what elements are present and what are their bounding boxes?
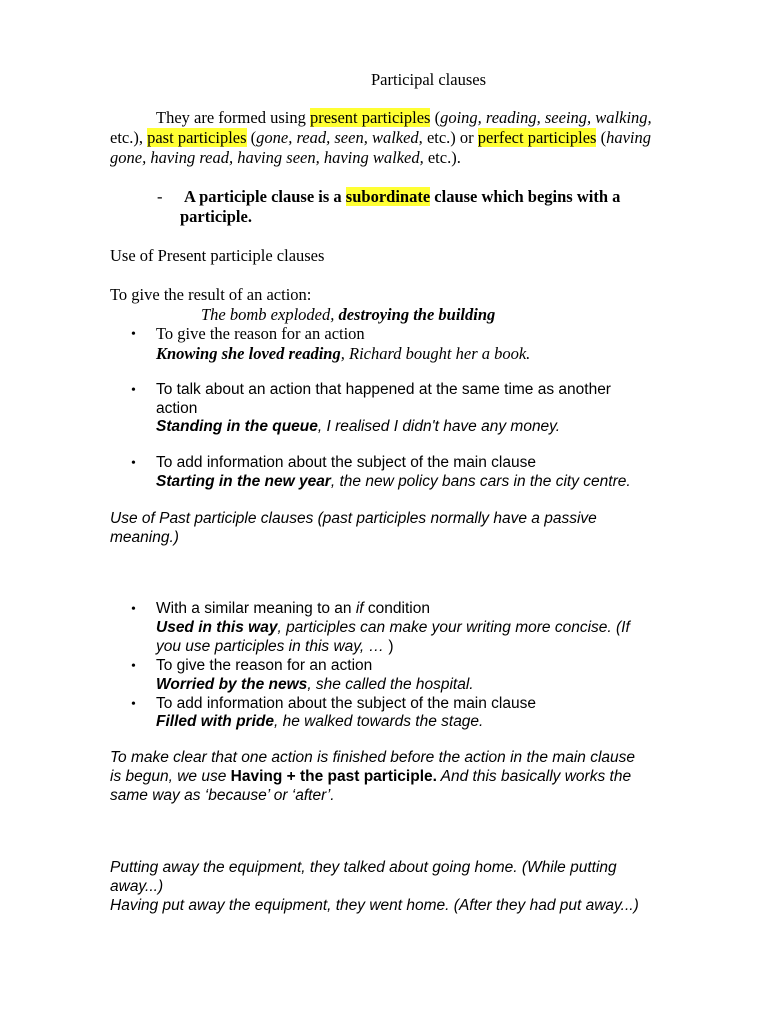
past-heading-line-1: Use of Past participle clauses (past participles normally have a passive [110, 510, 597, 527]
result-example: The bomb exploded, destroying the building [201, 305, 496, 324]
present-item-same-time-label-2: action [156, 400, 198, 417]
past-item-condition-example-1: Used in this way, participles can make your writing more concise. (If [156, 619, 630, 636]
past-item-reason-example: Worried by the news, she called the hospital. [156, 676, 474, 693]
definition-line-1: A participle clause is a subordinate clause which begins with a [184, 187, 621, 206]
present-item-reason-label: To give the reason for an action [156, 324, 365, 343]
highlight-past-participles: past participles [147, 128, 247, 147]
example-line-1: Putting away the equipment, they talked about going home. (While putting [110, 859, 617, 876]
past-item-subject-label: To add information about the subject of the main clause [156, 695, 536, 712]
highlight-subordinate: subordinate [345, 187, 431, 206]
present-item-reason-example: Knowing she loved reading, Richard bought her a book. [156, 344, 531, 363]
present-item-subject-example: Starting in the new year, the new policy bans cars in the city centre. [156, 473, 631, 490]
highlight-perfect-participles: perfect participles [477, 128, 597, 147]
past-item-condition-example-2: you use participles in this way, … ) [156, 638, 394, 655]
bullet-icon: • [131, 383, 136, 398]
definition-line-2: participle. [180, 207, 252, 226]
past-heading-line-2: meaning.) [110, 529, 179, 546]
page-title: Participal clauses [371, 70, 487, 89]
bullet-icon: • [131, 602, 136, 617]
past-item-subject-example: Filled with pride, he walked towards the stage. [156, 713, 484, 730]
present-heading: Use of Present participle clauses [110, 246, 325, 265]
perfect-line-1: To make clear that one action is finished before the action in the main clause [110, 749, 636, 766]
perfect-line-2: is begun, we use Having + the past participle. And this basically works the [110, 768, 632, 785]
intro-line-2: etc.), past participles (gone, read, seen, walked, etc.) or perfect participles (having [110, 128, 651, 147]
present-item-same-time-label-1: To talk about an action that happened at the same time as another [156, 381, 611, 398]
past-item-reason-label: To give the reason for an action [156, 657, 373, 674]
present-item-subject-label: To add information about the subject of the main clause [156, 454, 536, 471]
example-line-3: Having put away the equipment, they went home. (After they had put away...) [110, 897, 639, 914]
intro-line-1: They are formed using present participles (going, reading, seeing, walking, [156, 108, 652, 127]
intro-line-3: gone, having read, having seen, having walked, etc.). [110, 148, 461, 167]
present-item-same-time-example: Standing in the queue, I realised I didn't have any money. [156, 418, 561, 435]
bullet-icon: • [131, 659, 136, 674]
example-line-2: away...) [110, 878, 164, 895]
bullet-icon: • [131, 697, 136, 712]
perfect-line-3: same way as ‘because’ or ‘after’. [110, 787, 335, 804]
definition-dash: - [157, 187, 163, 206]
bullet-icon: • [131, 327, 136, 342]
highlight-present-participles: present participles [309, 108, 431, 127]
result-label: To give the result of an action: [110, 285, 312, 304]
past-item-condition-label: With a similar meaning to an if condition [156, 600, 430, 617]
bullet-icon: • [131, 456, 136, 471]
